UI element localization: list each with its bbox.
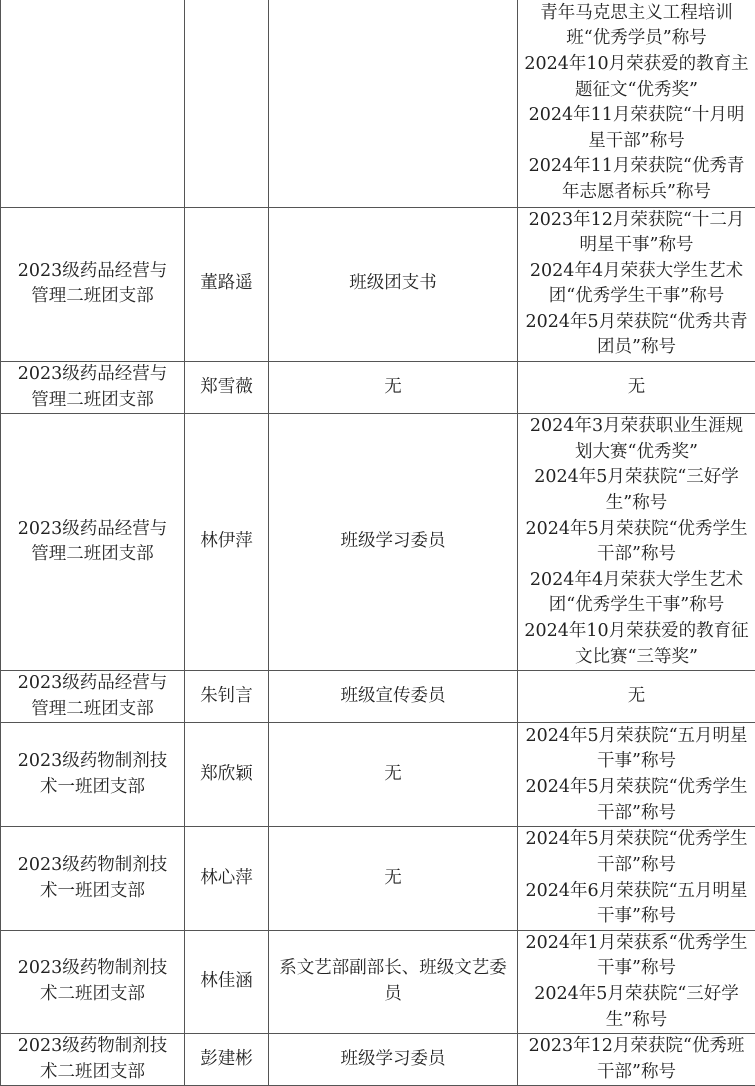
position-cell: 班级学习委员 [269, 414, 518, 671]
award-item: 2024年1月荣获系“优秀学生干事”称号 [522, 931, 751, 982]
position-cell [269, 0, 518, 207]
award-item: 2024年4月荣获大学生艺术团“优秀学生干事”称号 [522, 568, 751, 619]
unit-cell: 2023级药品经营与管理二班团支部 [1, 414, 185, 671]
award-item: 2024年10月荣获爱的教育主题征文“优秀奖” [522, 52, 751, 103]
award-item: 2024年5月荣获院“五月明星干事”称号 [522, 724, 751, 775]
awards-cell [518, 723, 755, 827]
awards-cell [518, 0, 755, 207]
name-cell: 林伊萍 [185, 414, 269, 671]
award-item: 2024年5月荣获院“三好学生”称号 [522, 465, 751, 516]
award-item: 2024年6月荣获院“五月明星干事”称号 [522, 879, 751, 930]
position-cell: 系文艺部副部长、班级文艺委员 [269, 930, 518, 1033]
awards-cell [518, 207, 755, 362]
award-item: 2024年4月荣获大学生艺术团“优秀学生干事”称号 [522, 259, 751, 310]
awards-cell [518, 1034, 755, 1086]
table-row [1, 414, 755, 671]
name-cell: 郑欣颖 [185, 723, 269, 827]
position-cell: 班级团支书 [269, 207, 518, 362]
name-cell: 朱钊言 [185, 671, 269, 723]
unit-cell: 2023级药品经营与管理二班团支部 [1, 671, 185, 723]
award-item: 青年马克思主义工程培训班“优秀学员”称号 [522, 1, 751, 52]
award-item: 2024年11月荣获院“十月明星干部”称号 [522, 103, 751, 154]
award-item: 2024年5月荣获院“三好学生”称号 [522, 982, 751, 1033]
award-item: 2023年12月荣获院“十二月明星干事”称号 [522, 208, 751, 259]
table-row [1, 723, 755, 827]
award-item: 2024年5月荣获院“优秀共青团员”称号 [522, 310, 751, 361]
award-item: 无 [522, 684, 751, 710]
table-row [1, 207, 755, 362]
award-item: 2024年5月荣获院“优秀学生干部”称号 [522, 517, 751, 568]
unit-cell: 2023级药物制剂技术二班团支部 [1, 1034, 185, 1086]
unit-cell: 2023级药物制剂技术一班团支部 [1, 827, 185, 930]
award-item: 2024年10月荣获爱的教育征文比赛“三等奖” [522, 619, 751, 670]
table-row [1, 362, 755, 414]
awards-cell [518, 362, 755, 414]
position-cell: 无 [269, 362, 518, 414]
table-row [1, 930, 755, 1033]
name-cell: 董路遥 [185, 207, 269, 362]
name-cell: 郑雪薇 [185, 362, 269, 414]
table-row [1, 0, 755, 207]
name-cell: 林心萍 [185, 827, 269, 930]
awards-cell [518, 827, 755, 930]
award-item: 2023年12月荣获院“优秀班干部”称号 [522, 1034, 751, 1085]
unit-cell: 2023级药物制剂技术一班团支部 [1, 723, 185, 827]
position-cell: 无 [269, 827, 518, 930]
table-row [1, 671, 755, 723]
awards-cell [518, 671, 755, 723]
awards-cell [518, 930, 755, 1033]
position-cell: 班级学习委员 [269, 1034, 518, 1086]
award-item: 2024年11月荣获院“优秀青年志愿者标兵”称号 [522, 154, 751, 205]
award-item: 无 [522, 375, 751, 401]
unit-cell: 2023级药物制剂技术二班团支部 [1, 930, 185, 1033]
unit-cell: 2023级药品经营与管理二班团支部 [1, 362, 185, 414]
award-item: 2024年3月荣获职业生涯规划大赛“优秀奖” [522, 414, 751, 465]
position-cell: 班级宣传委员 [269, 671, 518, 723]
table-row [1, 827, 755, 930]
award-item: 2024年5月荣获院“优秀学生干部”称号 [522, 827, 751, 878]
table-row [1, 1034, 755, 1086]
award-item: 2024年5月荣获院“优秀学生干部”称号 [522, 775, 751, 826]
awards-cell [518, 414, 755, 671]
unit-cell [1, 0, 185, 207]
honors-table-body [1, 0, 755, 1086]
name-cell: 林佳涵 [185, 930, 269, 1033]
name-cell [185, 0, 269, 207]
unit-cell: 2023级药品经营与管理二班团支部 [1, 207, 185, 362]
name-cell: 彭建彬 [185, 1034, 269, 1086]
position-cell: 无 [269, 723, 518, 827]
